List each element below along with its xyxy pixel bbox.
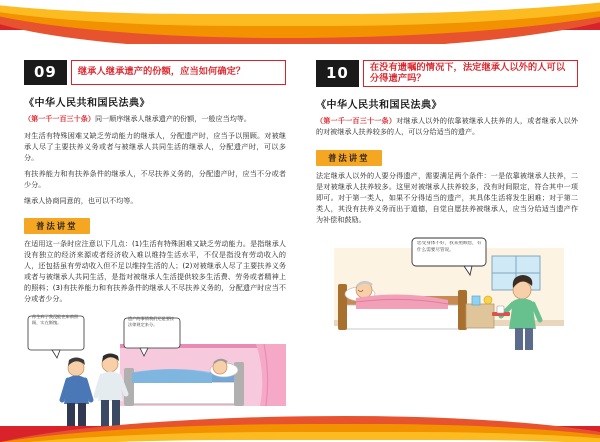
top-decorative-band [0, 0, 600, 44]
right-illustration [316, 232, 578, 362]
left-article [24, 114, 286, 125]
right-lecture-text: 法定继承人以外的人要分得遗产，需要满足两个条件：一是依靠被继承人扶养，二是对被继承人扶养较多。这里对被继承人扶养较多，没有时间限定，符合其中一项即可。对于第一类人，如果不分得适当的遗产，其具体生活将发生困难；对于第二类人，其没有扶养义务而出于道德，自觉自愿扶养被继承人，应当分给适当遗产作为补偿和鼓励。 [316, 171, 578, 225]
right-section-banner: 普法讲堂 [316, 150, 382, 167]
left-article-number: （第一千一百三十条） [24, 114, 95, 123]
left-paragraph-3: 继承人协商同意的，也可以不均等。 [24, 195, 138, 205]
left-paragraph-2: 有扶养能力和有扶养条件的继承人，不尽扶养义务的，分配遗产时，应当不分或者少分。 [24, 168, 286, 189]
right-article-text: 对继承人以外的依靠被继承人扶养的人，或者继承人以外的对被继承人扶养较多的人，可以分给适当的遗产。 [316, 116, 579, 137]
left-question-text: 继承人继承遗产的份额，应当如何确定？ [71, 60, 286, 85]
right-question-text: 在没有遗嘱的情况下，法定继承人以外的人可以分得遗产吗？ [363, 60, 578, 87]
left-code-title: 《中华人民共和国民法典》 [24, 98, 150, 109]
left-question-number: 09 [24, 60, 67, 85]
right-question-number: 10 [316, 60, 359, 87]
left-paragraph-1: 对生活有特殊困难又缺乏劳动能力的继承人，分配遗产时，应当予以照顾。对被继承人尽了主要扶养义务或者与被继承人共同生活的继承人，分配遗产时，可以多分。 [24, 130, 286, 162]
left-question-header [24, 60, 286, 85]
left-speech-bubble-2-text: 遗产的事情我们还是要按法律规定来分。 [128, 315, 175, 327]
left-lecture-text: 在适用这一条时应注意以下几点：(1)生活有特殊困难又缺乏劳动能力。是指继承人没有独立的经济来源或者经济收入难以维持生活水平，不仅是指没有劳动收入的人，还包括虽有劳动收入但不足以维持生活的人；(2)对被继承人尽了主要扶养义务或者与被继承人共同生活，是指对被继承人生活提供较多生活费、劳务或者精神上的照料；(3)有扶养能力和有扶养条件的继承人不尽扶养义务的，分配遗产时应当不分或者少分。 [24, 239, 286, 303]
left-section-banner: 普法讲堂 [24, 218, 90, 235]
left-speech-bubble-1-text: 你生病了我没能在床前照顾，实在惭愧。 [32, 313, 79, 325]
right-article [316, 116, 578, 137]
left-illustration [24, 310, 286, 430]
right-code-title: 《中华人民共和国民法典》 [316, 100, 442, 112]
right-question-header [316, 60, 578, 87]
left-column [0, 40, 300, 416]
bottom-decorative-band [0, 416, 600, 442]
left-article-text: 同一顺序继承人继承遗产的份额，一般应当均等。 [94, 114, 251, 123]
right-speech-bubble-text: 您受身体不好，我来照顾您，有什么需要尽管说。 [417, 241, 482, 253]
right-article-number: （第一千一百三十一条） [316, 116, 397, 126]
page-body [0, 40, 600, 416]
right-column [300, 40, 600, 416]
